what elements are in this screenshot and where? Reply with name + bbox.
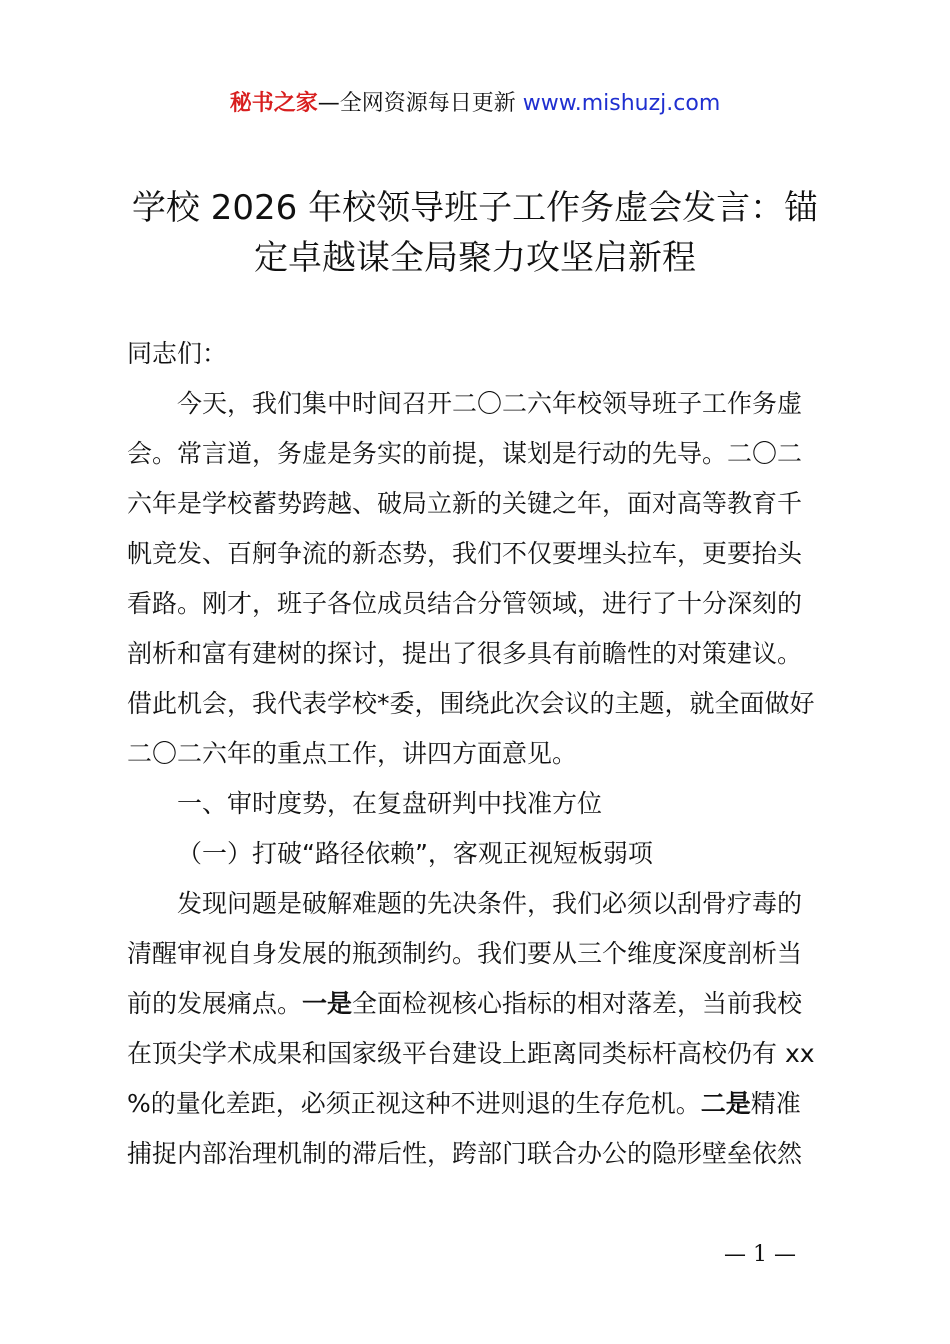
title-line-2: 定卓越谋全局聚力攻坚启新程 bbox=[254, 238, 696, 278]
paragraph-2-text: 精准 bbox=[750, 1089, 801, 1118]
paragraph-2-text: %的量化差距，必须正视这种不进则退的生存危机。 bbox=[127, 1089, 701, 1118]
paragraph-2-line bbox=[127, 1079, 847, 1129]
paragraph-2-line: 清醒审视自身发展的瓶颈制约。我们要从三个维度深度剖析当 bbox=[127, 939, 803, 968]
salutation: 同志们： bbox=[127, 339, 228, 368]
paragraph-2-text: 前的发展痛点。 bbox=[127, 989, 303, 1018]
paragraph-1-line: 六年是学校蓄势跨越、破局立新的关键之年，面对高等教育千 bbox=[127, 489, 803, 518]
paragraph-2-line: 发现问题是破解难题的先决条件，我们必须以刮骨疗毒的 bbox=[177, 889, 803, 918]
emphasis-second-point: 二是 bbox=[700, 1089, 751, 1118]
site-brand: 秘书之家 bbox=[229, 91, 318, 116]
site-header bbox=[0, 88, 950, 120]
site-url-link[interactable]: www.mishuzj.com bbox=[522, 91, 721, 116]
site-tagline: —全网资源每日更新 bbox=[317, 91, 516, 116]
paragraph-1-line: 二〇二六年的重点工作，讲四方面意见。 bbox=[127, 739, 578, 768]
emphasis-first-point: 一是 bbox=[302, 989, 353, 1018]
document-title bbox=[110, 183, 840, 283]
paragraph-2-line bbox=[127, 979, 847, 1029]
paragraph-1-line: 借此机会，我代表学校*委，围绕此次会议的主题，就全面做好 bbox=[127, 689, 815, 718]
paragraph-1-line: 会。常言道，务虚是务实的前提，谋划是行动的先导。二〇二 bbox=[127, 439, 803, 468]
document-body bbox=[127, 329, 847, 1179]
paragraph-1-line: 看路。刚才，班子各位成员结合分管领域，进行了十分深刻的 bbox=[127, 589, 803, 618]
paragraph-1-line: 今天，我们集中时间召开二〇二六年校领导班子工作务虚 bbox=[177, 389, 803, 418]
paragraph-1-line: 帆竞发、百舸争流的新态势，我们不仅要埋头拉车，更要抬头 bbox=[127, 539, 803, 568]
section-1-heading: 一、审时度势，在复盘研判中找准方位 bbox=[177, 789, 603, 818]
paragraph-2-line: 捕捉内部治理机制的滞后性，跨部门联合办公的隐形壁垒依然 bbox=[127, 1139, 803, 1168]
paragraph-2-line: 在顶尖学术成果和国家级平台建设上距离同类标杆高校仍有 xx bbox=[127, 1039, 815, 1068]
title-line-1: 学校 2026 年校领导班子工作务虚会发言：锚 bbox=[131, 188, 819, 228]
subsection-1-heading: （一）打破“路径依赖”，客观正视短板弱项 bbox=[177, 839, 653, 868]
paragraph-2-text: 全面检视核心指标的相对落差，当前我校 bbox=[352, 989, 803, 1018]
paragraph-1-line: 剖析和富有建树的探讨，提出了很多具有前瞻性的对策建议。 bbox=[127, 639, 803, 668]
page-number: — 1 — bbox=[724, 1242, 796, 1267]
